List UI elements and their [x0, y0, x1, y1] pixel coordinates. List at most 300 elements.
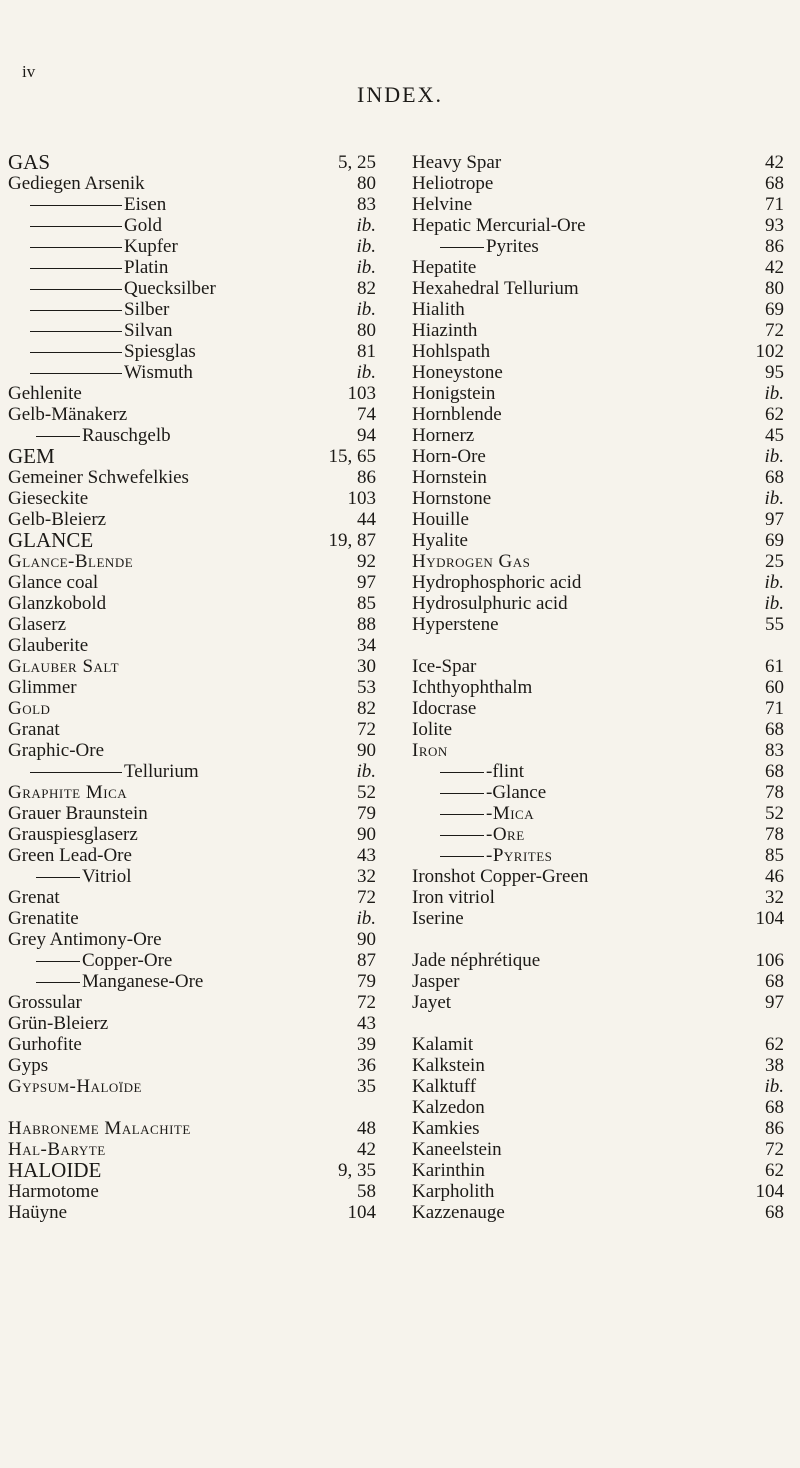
index-term-label: Hyalite	[412, 530, 468, 551]
index-term	[412, 425, 474, 446]
page-reference: 68	[765, 719, 784, 740]
page-reference: 68	[765, 173, 784, 194]
index-term-label: Kupfer	[124, 236, 178, 257]
index-term-label: Copper-Ore	[82, 950, 173, 971]
index-column-left	[8, 152, 376, 1223]
index-term-label: Iron	[412, 740, 448, 761]
index-term	[8, 719, 60, 740]
page-reference: 90	[357, 824, 376, 845]
index-entry	[8, 215, 376, 236]
index-term-label: Honeystone	[412, 362, 503, 383]
index-term	[412, 362, 503, 383]
index-term-label: Gyps	[8, 1055, 49, 1076]
page-reference: 80	[357, 320, 376, 341]
index-entry	[8, 1034, 376, 1055]
page-reference: 86	[765, 1118, 784, 1139]
page-reference: 45	[765, 425, 784, 446]
page-reference: ib.	[356, 215, 376, 236]
index-term-label: Kaneelstein	[412, 1139, 502, 1160]
index-term-label: Kalktuff	[412, 1076, 477, 1097]
page-reference: 5, 25	[338, 152, 376, 173]
index-term-label: Eisen	[124, 194, 167, 215]
index-entry	[8, 278, 376, 299]
page-reference: 61	[765, 656, 784, 677]
index-term-label: Gehlenite	[8, 383, 82, 404]
index-entry	[412, 488, 784, 509]
page-reference: 87	[357, 950, 376, 971]
index-term	[30, 341, 196, 362]
index-term-label: Karinthin	[412, 1160, 485, 1181]
page-reference: 85	[357, 593, 376, 614]
index-gap	[412, 1013, 784, 1034]
index-term-label: Grey Antimony-Ore	[8, 929, 162, 950]
index-term-label: Karpholith	[412, 1181, 495, 1202]
index-entry	[8, 950, 376, 971]
index-entry	[8, 803, 376, 824]
index-term	[412, 299, 465, 320]
index-term-label: Heliotrope	[412, 173, 494, 194]
index-term	[412, 257, 476, 278]
index-term-label: Pyrites	[486, 236, 539, 257]
index-term	[440, 782, 546, 803]
index-entry	[8, 194, 376, 215]
index-term	[8, 635, 88, 656]
index-term-label: Kalzedon	[412, 1097, 485, 1118]
index-term	[412, 971, 459, 992]
page-reference: 95	[765, 362, 784, 383]
index-term-label: Haüyne	[8, 1202, 68, 1223]
index-term-label: Hyperstene	[412, 614, 499, 635]
ditto-rule	[30, 373, 122, 374]
index-term	[440, 236, 539, 257]
index-gap	[8, 1097, 376, 1118]
index-term-label: Habroneme Malachite	[8, 1118, 191, 1139]
index-term-label: Hornstein	[412, 467, 487, 488]
index-entry	[8, 782, 376, 803]
index-entry	[412, 971, 784, 992]
page-reference: 52	[357, 782, 376, 803]
index-entry	[8, 929, 376, 950]
page-reference: 80	[357, 173, 376, 194]
index-term	[412, 1160, 485, 1181]
index-term	[412, 467, 487, 488]
ditto-rule	[36, 961, 80, 962]
index-entry	[8, 173, 376, 194]
page-reference: 72	[357, 887, 376, 908]
index-term	[412, 992, 451, 1013]
index-entry	[412, 698, 784, 719]
ditto-rule	[36, 436, 80, 437]
index-term-label: Hydrophosphoric acid	[412, 572, 582, 593]
index-term	[412, 1202, 505, 1223]
index-term	[8, 740, 104, 761]
ditto-rule	[440, 814, 484, 815]
index-term	[412, 740, 448, 761]
page-reference: 30	[357, 656, 376, 677]
index-entry	[8, 614, 376, 635]
index-gap	[412, 635, 784, 656]
page-reference: 60	[765, 677, 784, 698]
page-reference: 39	[357, 1034, 376, 1055]
index-term	[8, 845, 132, 866]
index-term-label: Houille	[412, 509, 469, 530]
page-reference: 42	[765, 152, 784, 173]
index-term-label: Glauber Salt	[8, 656, 120, 677]
page-reference: ib.	[764, 446, 784, 467]
page-reference: 97	[765, 509, 784, 530]
page-reference: 32	[357, 866, 376, 887]
index-term-label: -Glance	[486, 782, 547, 803]
index-term	[8, 782, 127, 803]
index-entry	[412, 194, 784, 215]
index-term-label: Graphite Mica	[8, 782, 128, 803]
index-entry	[412, 1202, 784, 1223]
index-term-label: Iolite	[412, 719, 453, 740]
index-term	[30, 278, 216, 299]
page-reference: ib.	[356, 236, 376, 257]
index-term-label: Grauer Braunstein	[8, 803, 148, 824]
ditto-rule	[30, 352, 122, 353]
index-term-label: Gemeiner Schwefelkies	[8, 467, 189, 488]
ditto-rule	[30, 772, 122, 773]
index-entry	[412, 551, 784, 572]
index-entry	[412, 1139, 784, 1160]
index-entry	[412, 299, 784, 320]
index-term	[412, 551, 530, 572]
index-term	[412, 1034, 473, 1055]
index-entry	[412, 383, 784, 404]
index-term-label: Rauschgelb	[82, 425, 171, 446]
index-term	[412, 320, 477, 341]
index-term-label: Silber	[124, 299, 170, 320]
page-reference: 43	[357, 1013, 376, 1034]
page-reference: 102	[755, 341, 784, 362]
ditto-rule	[36, 877, 80, 878]
page-reference: 9, 35	[338, 1160, 376, 1181]
index-entry	[8, 824, 376, 845]
index-entry	[8, 635, 376, 656]
index-term	[30, 194, 166, 215]
index-entry	[8, 887, 376, 908]
page-reference: ib.	[764, 593, 784, 614]
index-entry	[412, 908, 784, 929]
index-term	[8, 677, 77, 698]
index-entry	[412, 845, 784, 866]
index-term-label: Glance coal	[8, 572, 99, 593]
index-term-label: Gold	[124, 215, 162, 236]
index-term-label: Heavy Spar	[412, 152, 502, 173]
index-entry	[8, 383, 376, 404]
index-entry	[8, 320, 376, 341]
index-term	[30, 257, 168, 278]
index-entry	[412, 1034, 784, 1055]
index-entry	[8, 362, 376, 383]
index-term	[412, 278, 579, 299]
index-entry	[412, 1160, 784, 1181]
index-entry	[412, 1118, 784, 1139]
index-entry	[8, 1118, 376, 1139]
index-term-label: Iron vitriol	[412, 887, 495, 908]
index-term-label: Hal-Baryte	[8, 1139, 106, 1160]
index-term-label: Tellurium	[124, 761, 199, 782]
index-term	[36, 425, 171, 446]
page-reference: 42	[765, 257, 784, 278]
page-reference: 34	[357, 635, 376, 656]
index-entry	[8, 236, 376, 257]
index-term-label: Grauspiesglaserz	[8, 824, 138, 845]
index-term	[8, 488, 88, 509]
index-term-label: Kalkstein	[412, 1055, 485, 1076]
index-term	[412, 530, 468, 551]
index-entry	[412, 257, 784, 278]
index-entry	[8, 509, 376, 530]
index-term-label: Jade néphrétique	[412, 950, 541, 971]
ditto-rule	[30, 226, 122, 227]
index-term-label: Jasper	[412, 971, 460, 992]
index-term-label: Hydrogen Gas	[412, 551, 531, 572]
index-entry	[8, 1055, 376, 1076]
index-term	[36, 866, 132, 887]
page-reference: 43	[357, 845, 376, 866]
ditto-rule	[30, 289, 122, 290]
index-entry	[8, 719, 376, 740]
index-term-label: Kalamit	[412, 1034, 474, 1055]
page-reference: 78	[765, 824, 784, 845]
index-term	[8, 152, 50, 173]
index-term-label: -Pyrites	[486, 845, 553, 866]
index-term	[412, 509, 469, 530]
page-reference: ib.	[356, 257, 376, 278]
index-term	[8, 530, 93, 551]
index-term-label: Quecksilber	[124, 278, 216, 299]
index-term	[8, 1139, 106, 1160]
page-reference: 104	[755, 1181, 784, 1202]
index-term-label: Hepatic Mercurial-Ore	[412, 215, 586, 236]
index-term	[412, 950, 540, 971]
index-term-label: Glimmer	[8, 677, 77, 698]
page-reference: 72	[765, 1139, 784, 1160]
index-term-label: Vitriol	[82, 866, 132, 887]
page-reference: 19, 87	[328, 530, 376, 551]
ditto-rule	[30, 247, 122, 248]
page-reference: 86	[357, 467, 376, 488]
index-term	[412, 593, 568, 614]
index-term	[36, 950, 172, 971]
page-reference: 38	[765, 1055, 784, 1076]
index-term-label: Hydrosulphuric acid	[412, 593, 568, 614]
page-reference: 104	[347, 1202, 376, 1223]
index-term	[36, 971, 203, 992]
index-entry	[412, 1181, 784, 1202]
page-reference: 106	[755, 950, 784, 971]
page-reference: 86	[765, 236, 784, 257]
index-column-right	[412, 152, 784, 1223]
index-term-label: Hohlspath	[412, 341, 491, 362]
index-term-label: -Ore	[486, 824, 525, 845]
index-entry	[8, 257, 376, 278]
index-term	[30, 299, 169, 320]
index-entry	[412, 950, 784, 971]
index-term-label: Spiesglas	[124, 341, 196, 362]
page-reference: 46	[765, 866, 784, 887]
index-term	[412, 341, 490, 362]
index-term-label: Manganese-Ore	[82, 971, 204, 992]
page-header: INDEX.	[357, 82, 443, 107]
index-entry	[8, 530, 376, 551]
index-term-label: Gold	[8, 698, 51, 719]
page-reference: ib.	[764, 383, 784, 404]
index-entry	[8, 467, 376, 488]
page-reference: 69	[765, 530, 784, 551]
index-term-label: Wismuth	[124, 362, 193, 383]
index-entry	[412, 614, 784, 635]
index-term-label: GAS	[8, 150, 51, 174]
index-entry	[8, 1181, 376, 1202]
index-term-label: Hornstone	[412, 488, 492, 509]
page-reference: 82	[357, 278, 376, 299]
index-term-label: Hexahedral Tellurium	[412, 278, 579, 299]
index-term	[8, 1055, 48, 1076]
index-term	[30, 320, 173, 341]
index-term-label: Glauberite	[8, 635, 89, 656]
page-reference: ib.	[764, 572, 784, 593]
index-term	[412, 215, 586, 236]
index-term-label: Hiazinth	[412, 320, 478, 341]
index-entry	[8, 677, 376, 698]
index-term-label: Hialith	[412, 299, 465, 320]
page-reference: ib.	[764, 488, 784, 509]
index-term-label: HALOIDE	[8, 1158, 102, 1182]
page-reference: 103	[347, 383, 376, 404]
ditto-rule	[440, 247, 484, 248]
page-reference: 88	[357, 614, 376, 635]
index-entry	[8, 866, 376, 887]
index-term	[412, 866, 588, 887]
index-term	[8, 824, 138, 845]
page-reference: 68	[765, 971, 784, 992]
index-term	[412, 194, 472, 215]
index-term-label: Gelb-Bleierz	[8, 509, 107, 530]
index-entry	[412, 740, 784, 761]
page-reference: 15, 65	[328, 446, 376, 467]
index-entry	[8, 971, 376, 992]
index-entry	[8, 656, 376, 677]
index-entry	[412, 152, 784, 173]
page-reference: 36	[357, 1055, 376, 1076]
page-reference: ib.	[356, 362, 376, 383]
index-entry	[8, 404, 376, 425]
index-term	[412, 572, 581, 593]
page-reference: 55	[765, 614, 784, 635]
index-term	[412, 1139, 502, 1160]
index-term-label: GEM	[8, 444, 55, 468]
index-entry	[412, 1055, 784, 1076]
page-reference: 72	[357, 719, 376, 740]
index-term	[412, 1076, 476, 1097]
index-entry	[412, 719, 784, 740]
index-entry	[412, 404, 784, 425]
index-term-label: -Mica	[486, 803, 535, 824]
page-reference: 71	[765, 194, 784, 215]
index-term-label: Jayet	[412, 992, 452, 1013]
page-reference: 68	[765, 1202, 784, 1223]
page-reference: 68	[765, 1097, 784, 1118]
index-term	[30, 761, 199, 782]
index-entry	[8, 1013, 376, 1034]
index-entry	[412, 215, 784, 236]
index-term	[8, 887, 60, 908]
page-reference: 72	[765, 320, 784, 341]
index-entry	[8, 908, 376, 929]
page-reference: 72	[357, 992, 376, 1013]
page-number: iv	[22, 62, 36, 81]
index-entry	[412, 509, 784, 530]
page-reference: 58	[357, 1181, 376, 1202]
page-reference: 62	[765, 404, 784, 425]
index-entry	[8, 1139, 376, 1160]
index-term	[8, 383, 82, 404]
index-gap	[412, 929, 784, 950]
index-entry	[8, 593, 376, 614]
index-entry	[412, 1076, 784, 1097]
index-term	[30, 362, 193, 383]
index-entry	[412, 320, 784, 341]
page-reference: 90	[357, 929, 376, 950]
page-reference: 35	[357, 1076, 376, 1097]
ditto-rule	[440, 772, 484, 773]
index-term	[8, 467, 189, 488]
index-term-label: Grün-Bleierz	[8, 1013, 109, 1034]
index-term-label: Gieseckite	[8, 488, 89, 509]
index-term-label: Honigstein	[412, 383, 496, 404]
index-term	[412, 614, 499, 635]
index-term	[412, 887, 495, 908]
index-term	[8, 803, 148, 824]
page-reference: 42	[357, 1139, 376, 1160]
index-term	[8, 572, 98, 593]
index-entry	[8, 551, 376, 572]
page-reference: 69	[765, 299, 784, 320]
index-entry	[412, 1097, 784, 1118]
page-reference: 79	[357, 803, 376, 824]
index-term-label: Granat	[8, 719, 60, 740]
index-entry	[8, 1160, 376, 1181]
index-entry	[8, 299, 376, 320]
ditto-rule	[30, 268, 122, 269]
index-term-label: Idocrase	[412, 698, 477, 719]
index-term	[8, 1076, 142, 1097]
page-reference: 104	[755, 908, 784, 929]
index-term	[412, 1118, 480, 1139]
page-reference: ib.	[764, 1076, 784, 1097]
index-term	[8, 1160, 101, 1181]
index-entry	[8, 572, 376, 593]
index-term	[412, 656, 476, 677]
index-term-label: Grossular	[8, 992, 82, 1013]
index-term	[440, 824, 525, 845]
index-term-label: Silvan	[124, 320, 173, 341]
page-reference: 97	[765, 992, 784, 1013]
index-term-label: Helvine	[412, 194, 473, 215]
index-entry	[8, 425, 376, 446]
index-term-label: Gelb-Mänakerz	[8, 404, 128, 425]
page-reference: 25	[765, 551, 784, 572]
page-reference: 44	[357, 509, 376, 530]
index-term	[440, 761, 524, 782]
index-term	[412, 908, 464, 929]
index-entry	[412, 362, 784, 383]
index-entry	[8, 446, 376, 467]
